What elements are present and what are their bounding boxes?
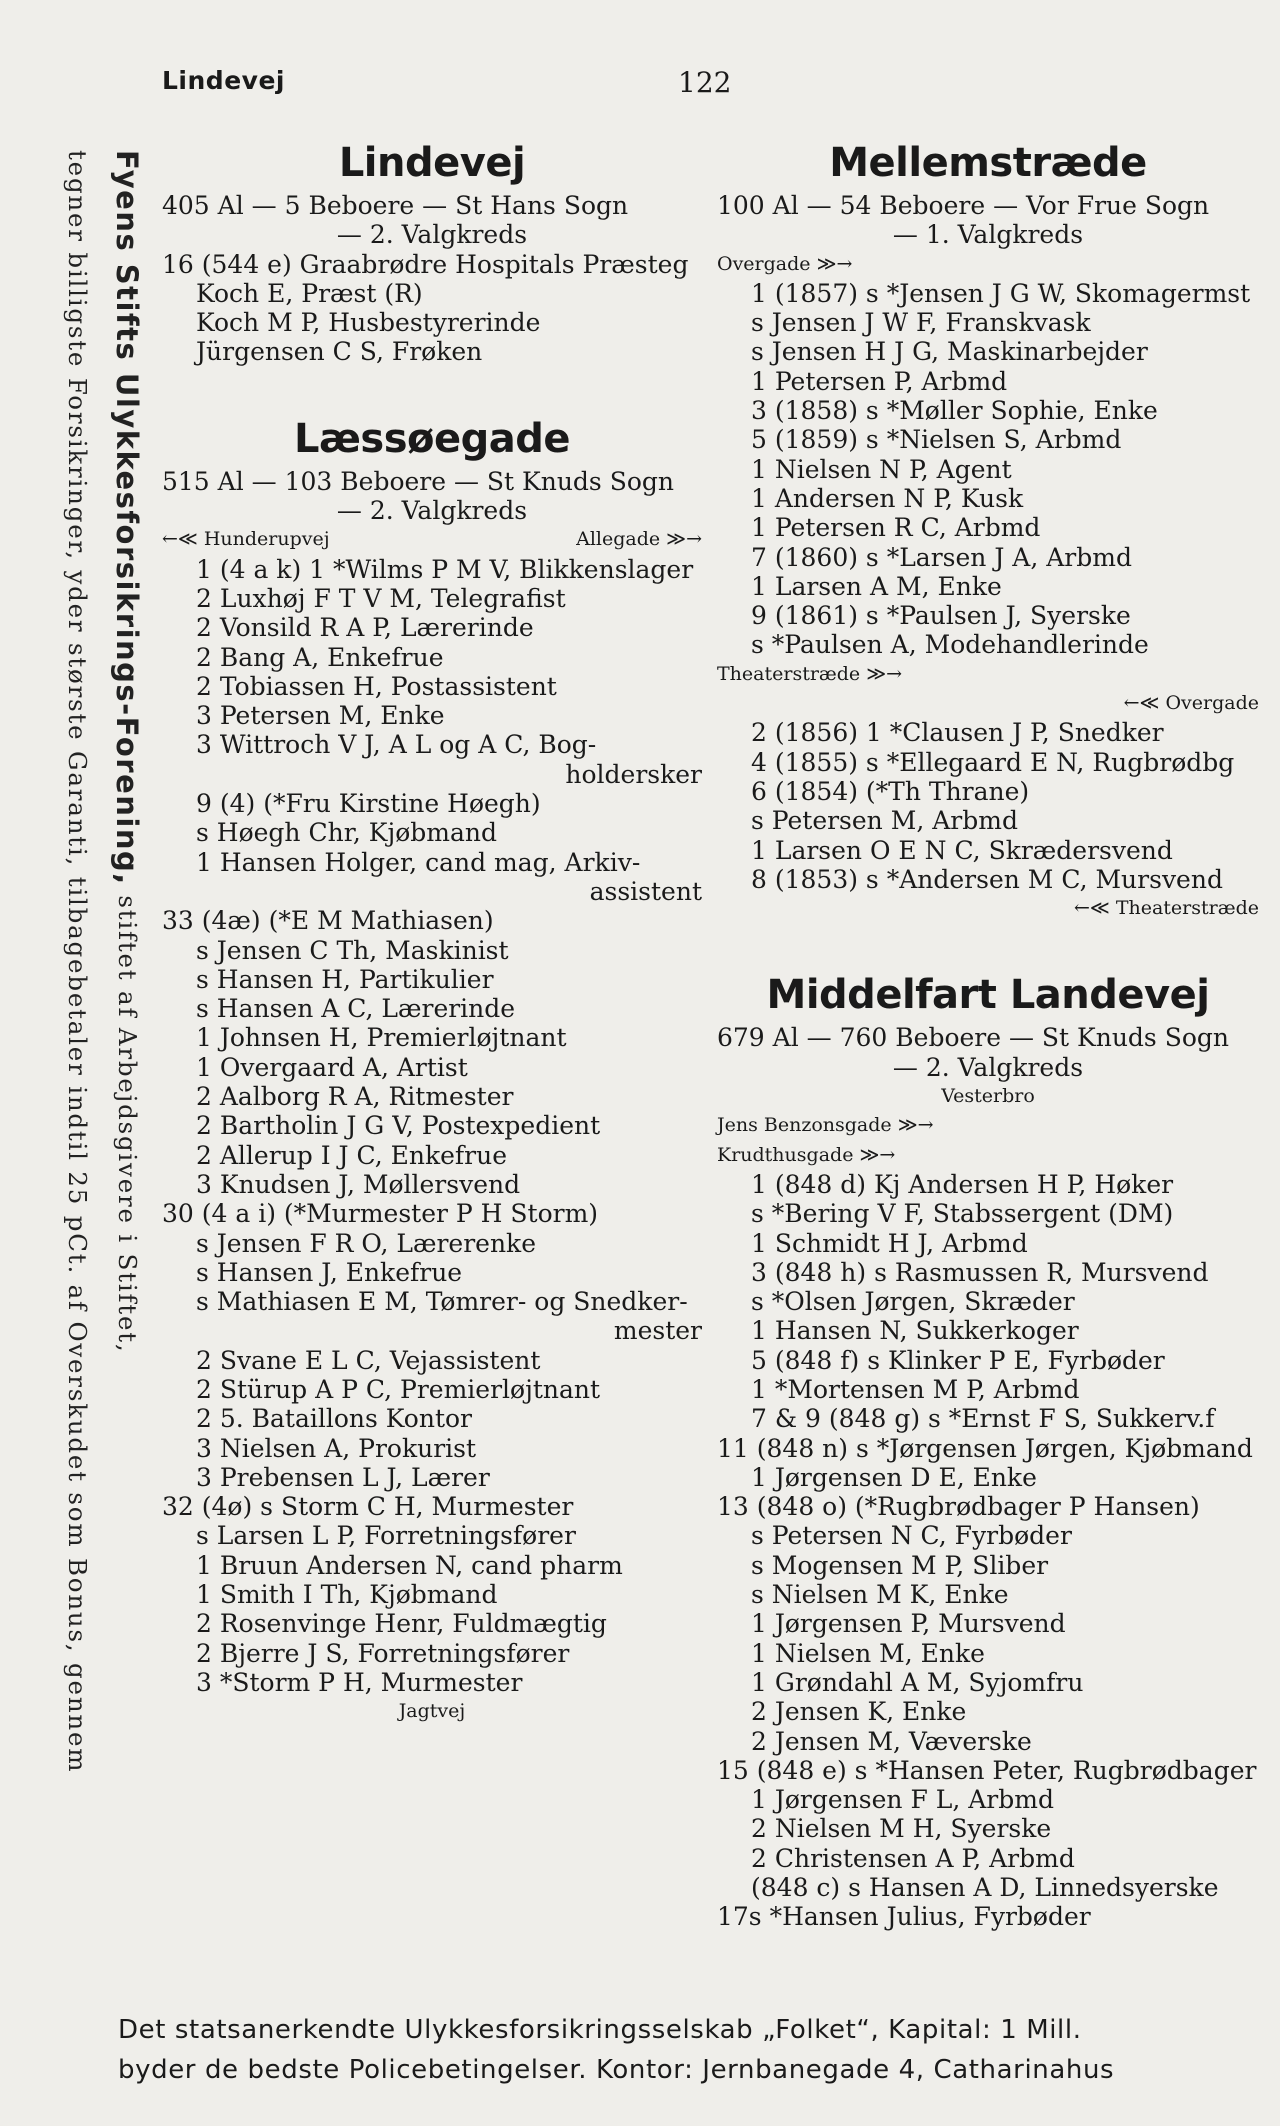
entry: 2 5. Bataillons Kontor [196,1404,473,1434]
street-heading-lindevej: Lindevej [338,140,526,186]
entry: 1 Smith I Th, Kjøbmand [196,1580,498,1610]
entry: 2 Bjerre J S, Forretningsfører [196,1638,570,1668]
entry: 15 (848 e) s *Hansen Peter, Rugbrødbager [717,1755,1257,1785]
street-info: 405 Al — 5 Beboere — St Hans Sogn [162,191,629,220]
cross-street-left: ←≪ Hunderupvej [162,528,330,551]
entry: 1 Grøndahl A M, Syjomfru [751,1667,1084,1697]
entry: 3 Nielsen A, Prokurist [196,1433,477,1463]
cross-street-label: Krudthusgade ≫→ [717,1143,896,1166]
entry: s Hansen H, Partikulier [196,964,494,994]
street-info: 515 Al — 103 Beboere — St Knuds Sogn [162,466,674,496]
left-column [162,135,702,1727]
cross-street-row [162,525,702,554]
street-heading-middelfart-landevej: Middelfart Landevej [766,972,1210,1019]
entry-continuation: holdersker [565,759,702,789]
entry: 2 Vonsild R A P, Lærerinde [196,613,534,643]
entry: 2 Jensen M, Væverske [751,1726,1032,1756]
cross-street-label: Vesterbro [941,1085,1035,1108]
footer-advertisement [118,2010,1280,2090]
side-advertisement [38,150,152,1773]
entry: 2 Aalborg R A, Ritmester [196,1082,514,1112]
street-info: 100 Al — 54 Beboere — Vor Frue Sogn [717,191,1210,220]
right-column [717,135,1259,1932]
entry: s Jensen J W F, Franskvask [751,308,1091,338]
entry: s Hansen A C, Lærerinde [196,994,516,1024]
entry-continuation: assistent [589,876,702,906]
entry: 3 Knudsen J, Møllersvend [196,1169,521,1199]
cross-street-label: Jens Benzonsgade ≫→ [717,1114,934,1137]
entry-continuation: mester [613,1316,702,1346]
entry: 16 (544 e) Graabrødre Hospitals Præsteg [162,249,689,279]
entry: 1 Hansen N, Sukkerkoger [751,1316,1079,1346]
entry: s *Olsen Jørgen, Skræder [751,1287,1075,1317]
street-heading-mellemstraede: Mellemstræde [829,140,1147,186]
entry: 1 Larsen O E N C, Skrædersvend [751,835,1173,865]
entry: s Petersen N C, Fyrbøder [751,1521,1072,1551]
entry: 1 Petersen R C, Arbmd [751,513,1041,543]
entry: 1 Jørgensen F L, Arbmd [751,1785,1054,1815]
side-ad-line-1-rest: stiftet af Arbejdsgivere i Stiftet, [113,885,142,1354]
entry: s Jensen C Th, Maskinist [196,935,509,965]
entry: 1 *Mortensen M P, Arbmd [751,1374,1080,1404]
cross-street-row [717,1141,1259,1170]
entry: 1 (848 d) Kj Andersen H P, Høker [751,1169,1174,1199]
entry: Koch M P, Husbestyrerinde [196,308,541,338]
entry: 1 Andersen N P, Kusk [751,483,1024,513]
running-head: Lindevej [162,66,285,95]
page-number: 122 [678,66,732,99]
entry: 6 (1854) (*Th Thrane) [751,776,1030,806]
entry: (848 c) s Hansen A D, Linnedsyerske [751,1873,1219,1903]
entry: 4 (1855) s *Ellegaard E N, Rugbrødbg [751,747,1235,777]
entry: 2 Bartholin J G V, Postexpedient [196,1111,601,1141]
entry: 3 Petersen M, Enke [196,701,445,731]
entry: 13 (848 o) (*Rugbrødbager P Hansen) [717,1492,1200,1522]
entry: 1 Hansen Holger, cand mag, Arkiv- [196,847,641,877]
entry: s Jensen F R O, Lærerenke [196,1228,536,1258]
entry: s Mathiasen E M, Tømrer- og Snedker- [196,1287,688,1317]
entry: 2 Jensen K, Enke [751,1697,967,1727]
entry: 30 (4 a i) (*Murmester P H Storm) [162,1199,599,1229]
entry: Koch E, Præst (R) [196,278,423,308]
entry: s *Bering V F, Stabssergent (DM) [751,1199,1174,1229]
side-ad-line-1 [102,150,152,1773]
entry: 5 (848 f) s Klinker P E, Fyrbøder [751,1345,1165,1375]
footer-line-1: Det statsanerkendte Ulykkesforsikringsselskab „Folket“, Kapital: 1 Mill. [118,2015,1082,2045]
entry: 1 Johnsen H, Premierløjtnant [196,1023,567,1053]
cross-street-row [717,250,1259,279]
cross-street-right: Allegade ≫→ [576,528,702,551]
entry: 2 Allerup I J C, Enkefrue [196,1140,508,1170]
footer-line-2: byder de bedste Policebetingelser. Kontor: Jernbanegade 4, Catharinahus [118,2055,1115,2085]
street-valgkreds: — 2. Valgkreds [892,1052,1084,1082]
cross-street-label: Theaterstræde ≫→ [717,662,903,685]
entry: 3 *Storm P H, Murmester [196,1667,523,1697]
entry: s Høegh Chr, Kjøbmand [196,818,498,848]
entry: 1 Overgaard A, Artist [196,1052,468,1082]
entry: 11 (848 n) s *Jørgensen Jørgen, Kjøbmand [717,1433,1253,1463]
entry: 3 (848 h) s Rasmussen R, Mursvend [751,1257,1209,1287]
cross-street-row [717,1111,1259,1140]
entry: 2 Tobiassen H, Postassistent [196,671,557,701]
cross-street-label: ←≪ Overgade [1123,692,1259,715]
entry: 1 Jørgensen P, Mursvend [751,1609,1066,1639]
entry: 7 (1860) s *Larsen J A, Arbmd [751,542,1132,572]
entry: 9 (1861) s *Paulsen J, Syerske [751,601,1131,631]
street-valgkreds: — 1. Valgkreds [892,220,1084,250]
entry: 8 (1853) s *Andersen M C, Mursvend [751,864,1223,894]
side-ad-company: Fyens Stifts Ulykkesforsikrings-Forening, [110,150,144,886]
entry: 1 Nielsen M, Enke [751,1638,985,1668]
cross-street-end [162,1697,702,1726]
entry: Jürgensen C S, Frøken [196,337,483,367]
cross-street-row [717,894,1259,923]
entry: 1 Larsen A M, Enke [751,571,1002,601]
entry: 2 Luxhøj F T V M, Telegrafist [196,583,566,613]
entry: 2 Stürup A P C, Premierløjtnant [196,1374,601,1404]
entry: 33 (4æ) (*E M Mathiasen) [162,906,494,936]
street-info: 679 Al — 760 Beboere — St Knuds Sogn [717,1023,1229,1053]
entry: 2 Rosenvinge Henr, Fuldmægtig [196,1609,607,1639]
entry: 1 (1857) s *Jensen J G W, Skomagermst [751,278,1251,308]
entry: s Jensen H J G, Maskinarbejder [751,337,1148,367]
entry: 1 (4 a k) 1 *Wilms P M V, Blikkenslager [196,554,694,584]
street-valgkreds: — 2. Valgkreds [336,220,528,250]
entry: 9 (4) (*Fru Kirstine Høegh) [196,789,541,819]
entry: 3 Prebensen L J, Lærer [196,1462,490,1492]
entry: 7 & 9 (848 g) s *Ernst F S, Sukkerv.f [751,1404,1215,1434]
entry: 3 Wittroch V J, A L og A C, Bog- [196,730,597,760]
entry: 17s *Hansen Julius, Fyrbøder [717,1902,1091,1932]
cross-street-label: Jagtvej [398,1700,466,1723]
entry: 1 Schmidt H J, Arbmd [751,1228,1028,1258]
entry: 2 Nielsen M H, Syerske [751,1814,1052,1844]
entry: 2 Bang A, Enkefrue [196,642,444,672]
cross-street-row [717,1082,1259,1111]
entry: s Petersen M, Arbmd [751,806,1018,836]
entry: s Larsen L P, Forretningsfører [196,1521,576,1551]
street-heading-laessoegade: Læssøegade [293,415,570,462]
entry: s Mogensen M P, Sliber [751,1550,1049,1580]
entry: s Hansen J, Enkefrue [196,1257,463,1287]
entry: 1 Nielsen N P, Agent [751,454,1012,484]
entry: 2 (1856) 1 *Clausen J P, Snedker [751,718,1164,748]
cross-street-row [717,660,1259,689]
cross-street-label: ←≪ Theaterstræde [1073,897,1259,920]
street-valgkreds: — 2. Valgkreds [336,496,528,526]
entry: 32 (4ø) s Storm C H, Murmester [162,1492,574,1522]
entry: 1 Bruun Andersen N, cand pharm [196,1550,623,1580]
entry: 5 (1859) s *Nielsen S, Arbmd [751,425,1122,455]
entry: 2 Svane E L C, Vejassistent [196,1345,541,1375]
entry: 3 (1858) s *Møller Sophie, Enke [751,396,1158,426]
entry: s Nielsen M K, Enke [751,1580,1009,1610]
entry: 1 Petersen P, Arbmd [751,366,1008,396]
side-ad-line-2: tegner billigste Forsikringer, yder største Garanti, tilbagebetaler indtil 25 pCt. af Overskudet som Bonus, gennem [63,150,92,1774]
entry: s *Paulsen A, Modehandlerinde [751,630,1149,660]
cross-street-label: Overgade ≫→ [717,252,853,275]
entry: 2 Christensen A P, Arbmd [751,1843,1075,1873]
cross-street-row [717,689,1259,718]
entry: 1 Jørgensen D E, Enke [751,1462,1037,1492]
